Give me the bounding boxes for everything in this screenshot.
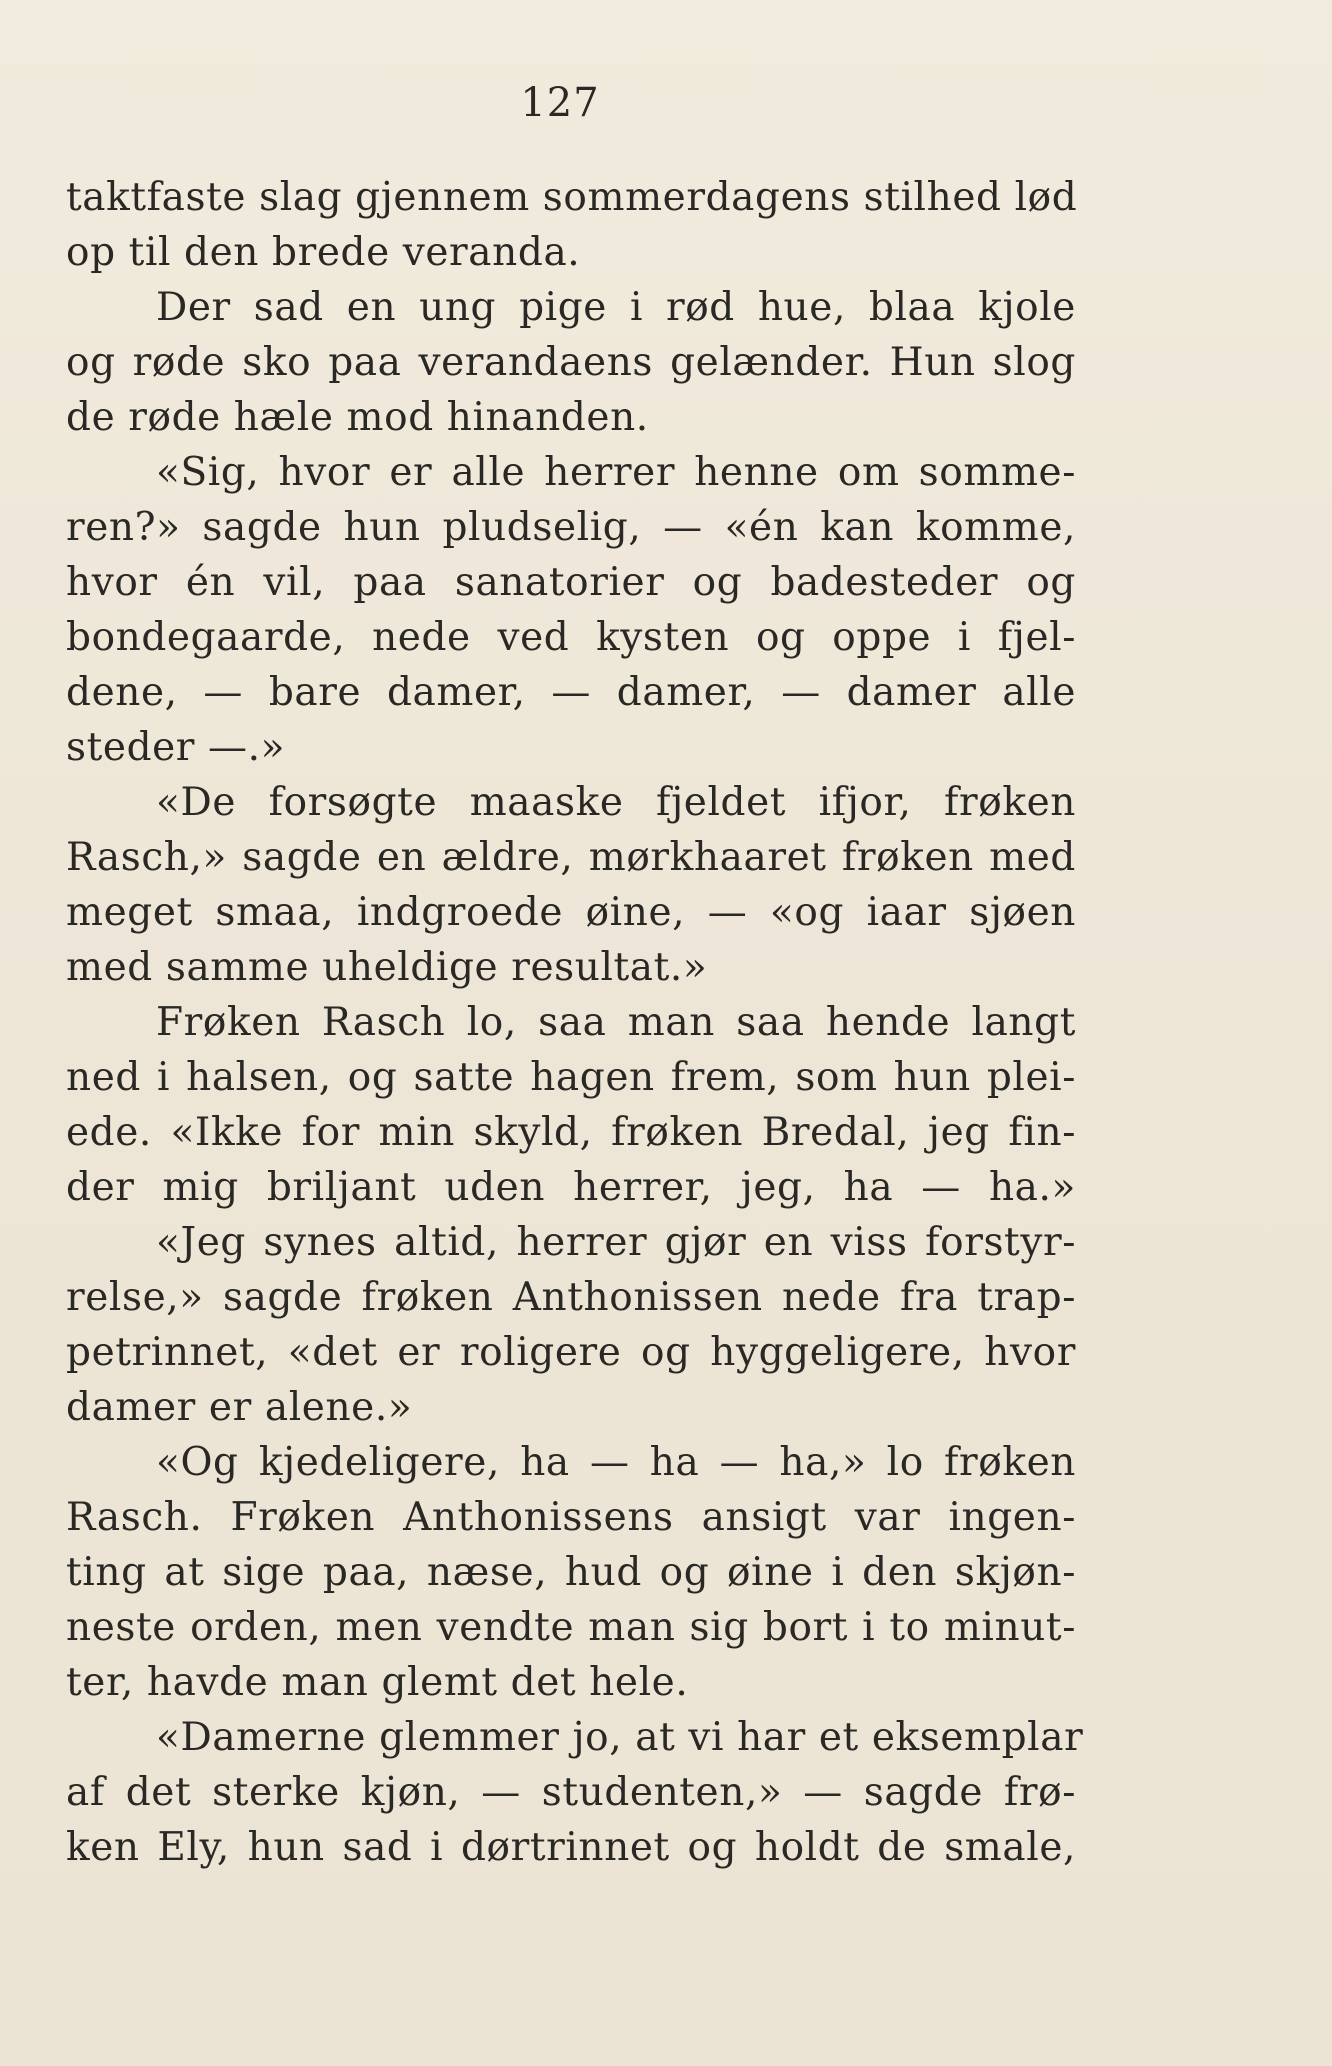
text-line: af det sterke kjøn, — studenten,» — sagde frø- xyxy=(66,1770,1076,1815)
text-line: Rasch. Frøken Anthonissens ansigt var ingen- xyxy=(66,1495,1076,1540)
text-line: op til den brede veranda. xyxy=(66,230,581,275)
text-line: hvor én vil, paa sanatorier og badesteder og xyxy=(66,560,1076,605)
text-line: «Jeg synes altid, herrer gjør en viss forstyr- xyxy=(156,1220,1076,1265)
page-number: 127 xyxy=(520,80,600,126)
text-line: ken Ely, hun sad i dørtrinnet og holdt de smale, xyxy=(66,1825,1076,1870)
text-line: de røde hæle mod hinanden. xyxy=(66,395,649,440)
text-line: «Damerne glemmer jo, at vi har et eksemplar xyxy=(156,1715,1084,1760)
text-line: damer er alene.» xyxy=(66,1385,413,1430)
text-line: taktfaste slag gjennem sommerdagens stilhed lød xyxy=(66,175,1078,220)
text-line: Der sad en ung pige i rød hue, blaa kjole xyxy=(156,285,1076,330)
text-line: ter, havde man glemt det hele. xyxy=(66,1660,689,1705)
text-line: steder —.» xyxy=(66,725,286,770)
text-line: neste orden, men vendte man sig bort i to minut- xyxy=(66,1605,1076,1650)
text-line: «De forsøgte maaske fjeldet ifjor, frøken xyxy=(156,780,1076,825)
text-line: bondegaarde, nede ved kysten og oppe i fjel- xyxy=(66,615,1076,660)
text-line: og røde sko paa verandaens gelænder. Hun slog xyxy=(66,340,1076,385)
text-line: relse,» sagde frøken Anthonissen nede fra trap- xyxy=(66,1275,1076,1320)
text-line: meget smaa, indgroede øine, — «og iaar sjøen xyxy=(66,890,1076,935)
text-line: med samme uheldige resultat.» xyxy=(66,945,708,990)
text-line: ned i halsen, og satte hagen frem, som hun plei- xyxy=(66,1055,1076,1100)
text-line: Rasch,» sagde en ældre, mørkhaaret frøken med xyxy=(66,835,1076,880)
text-line: dene, — bare damer, — damer, — damer alle xyxy=(66,670,1076,715)
text-line: der mig briljant uden herrer, jeg, ha — ha.» xyxy=(66,1165,1076,1210)
text-line: petrinnet, «det er roligere og hyggeligere, hvor xyxy=(66,1330,1076,1375)
text-line: ede. «Ikke for min skyld, frøken Bredal, jeg fin- xyxy=(66,1110,1076,1155)
text-line: ting at sige paa, næse, hud og øine i den skjøn- xyxy=(66,1550,1076,1595)
text-line: ren?» sagde hun pludselig, — «én kan komme, xyxy=(66,505,1076,550)
text-line: «Sig, hvor er alle herrer henne om somme- xyxy=(156,450,1076,495)
body-text xyxy=(66,170,1084,1875)
text-line: Frøken Rasch lo, saa man saa hende langt xyxy=(156,1000,1076,1045)
text-line: «Og kjedeligere, ha — ha — ha,» lo frøken xyxy=(156,1440,1076,1485)
